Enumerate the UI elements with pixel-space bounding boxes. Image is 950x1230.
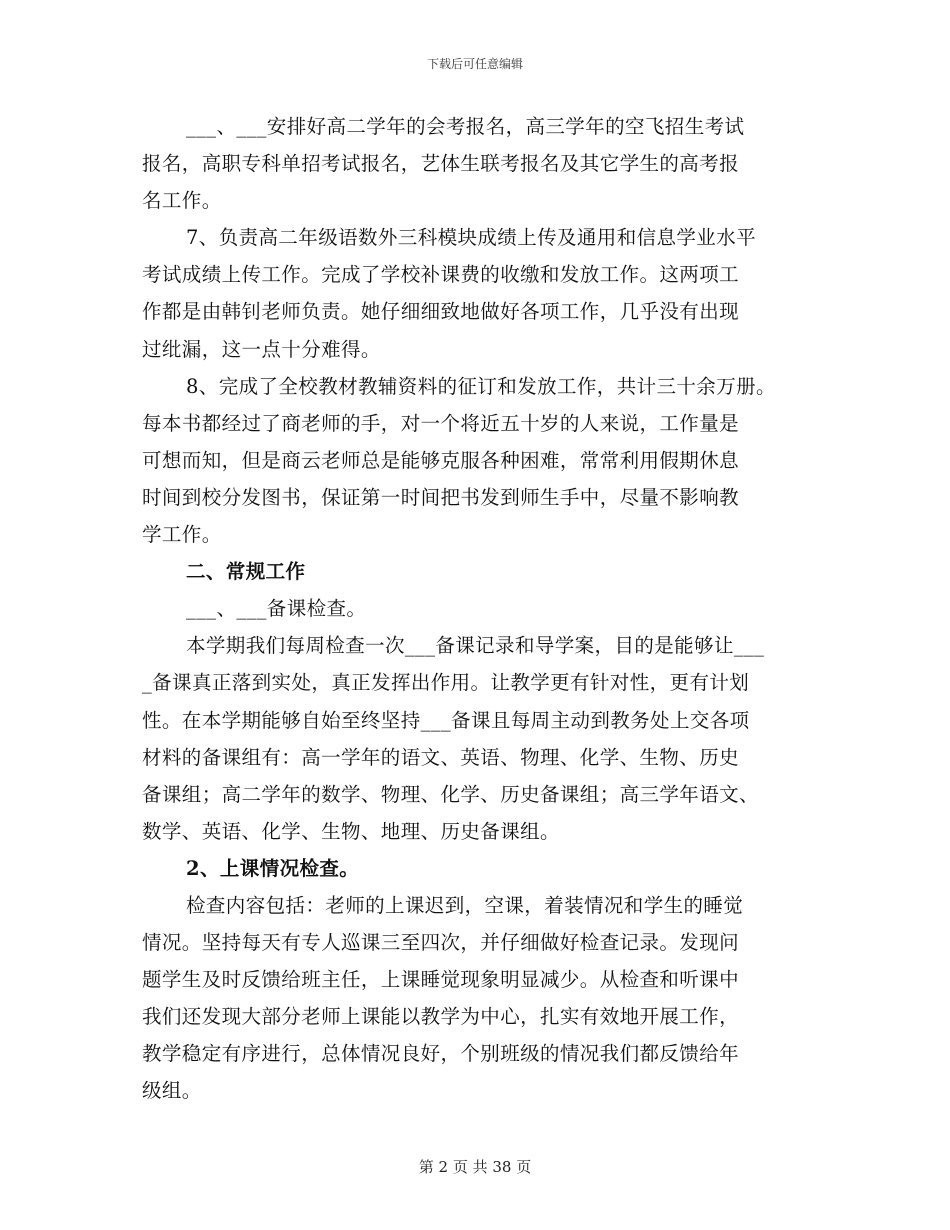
text-line: 材料的备课组有：高一学年的语文、英语、物理、化学、生物、历史 [142, 745, 740, 769]
text-line: 名工作。 [142, 189, 222, 213]
text-line: 考试成绩上传工作。完成了学校补课费的收缴和发放工作。这两项工 [142, 263, 740, 287]
text-line: 数学、英语、化学、生物、地理、历史备课组。 [142, 819, 560, 843]
text-line: 题学生及时反馈给班主任，上课睡觉现象明显减少。从检查和听课中 [142, 968, 740, 992]
text-line: _备课真正落到实处，真正发挥出作用。让教学更有针对性，更有计划 [142, 671, 750, 695]
header-note: 下载后可任意编辑 [426, 57, 523, 71]
text-line: 可想而知，但是商云老师总是能够克服各种困难，常常利用假期休息 [142, 448, 740, 472]
text-line: 学工作。 [142, 523, 222, 547]
text-line: 报名，高职专科单招考试报名，艺体生联考报名及其它学生的高考报 [142, 152, 740, 176]
text-line: 我们还发现大部分老师上课能以教学为中心，扎实有效地开展工作， [142, 1005, 740, 1029]
text-line: ___、___安排好高二学年的会考报名，高三学年的空飞招生考试 [186, 115, 745, 138]
text-line: 8、完成了全校教材教辅资料的征订和发放工作，共计三十余万册。 [186, 374, 776, 398]
text-line: 本学期我们每周检查一次___备课记录和导学案，目的是能够让___ [186, 634, 765, 658]
text-line: 性。在本学期能够自始至终坚持___备课且每周主动到教务处上交各项 [142, 708, 750, 732]
text-line: 每本书都经过了商老师的手，对一个将近五十岁的人来说，工作量是 [142, 411, 740, 435]
text-line: 过纰漏，这一点十分难得。 [142, 337, 381, 361]
text-line: 教学稳定有序进行，总体情况良好，个别班级的情况我们都反馈给年 [142, 1042, 740, 1066]
text-line: 级组。 [142, 1079, 202, 1103]
text-line: 时间到校分发图书，保证第一时间把书发到师生手中，尽量不影响教 [142, 485, 740, 509]
section-heading: 二、常规工作 [186, 560, 306, 584]
text-line: 检查内容包括：老师的上课迟到，空课，着装情况和学生的睡觉 [186, 893, 744, 917]
text-line: 备课组；高二学年的数学、物理、化学、历史备课组；高三学年语文、 [142, 782, 759, 806]
page-number: 第 2 页 共 38 页 [418, 1158, 532, 1176]
text-line: 作都是由韩钊老师负责。她仔细细致地做好各项工作，几乎没有出现 [142, 300, 740, 324]
section-heading: 2、上课情况检查。 [186, 856, 360, 880]
text-line: 情况。坚持每天有专人巡课三至四次，并仔细做好检查记录。发现问 [142, 931, 740, 955]
text-line: ___、___备课检查。 [186, 597, 367, 621]
text-line: 7、负责高二年级语数外三科模块成绩上传及通用和信息学业水平 [186, 226, 757, 250]
document-body [142, 108, 812, 1110]
